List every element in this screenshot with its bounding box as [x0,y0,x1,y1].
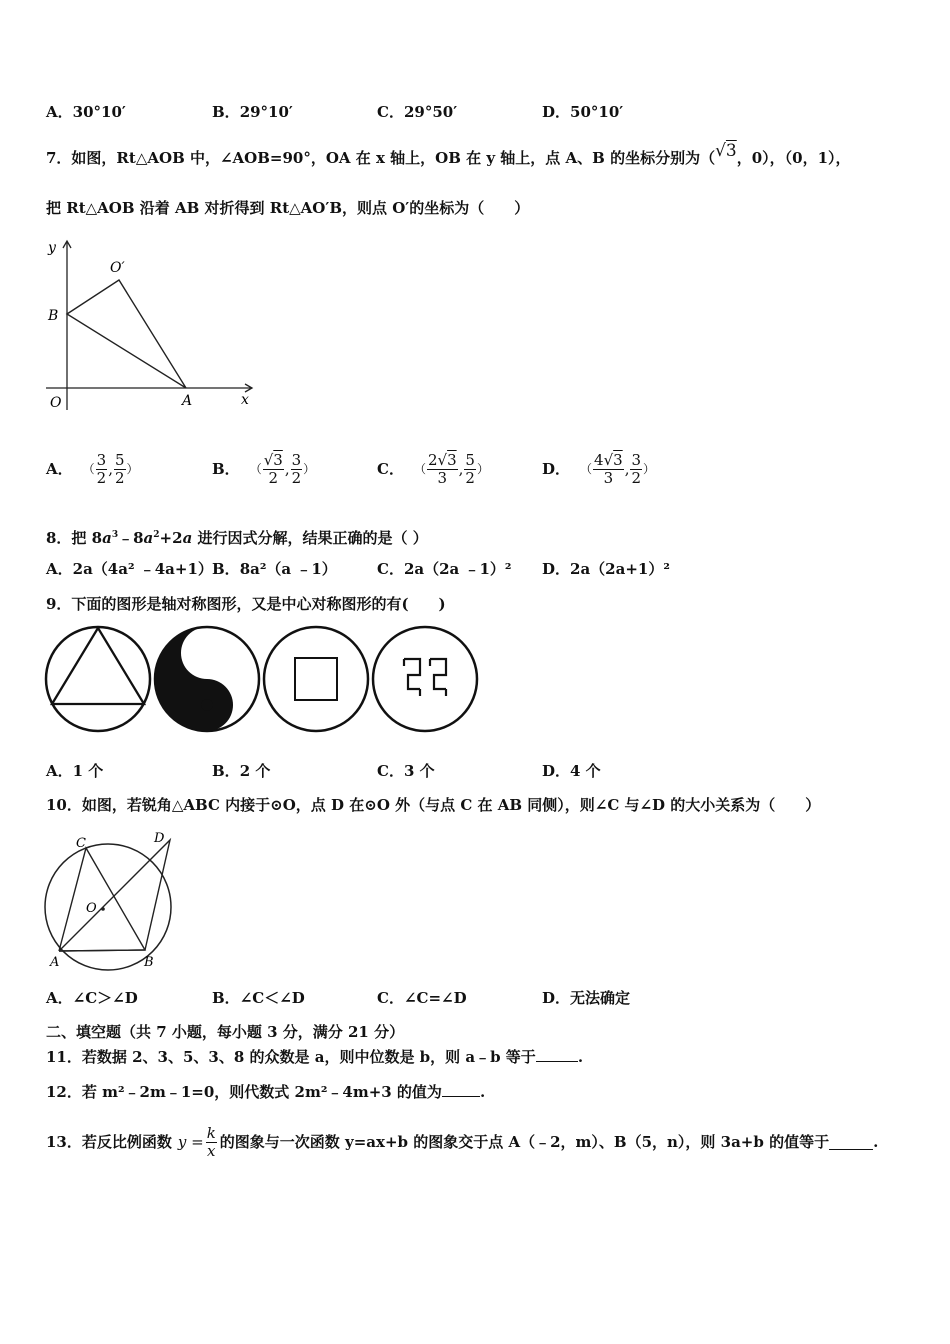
label-a: A [50,955,60,970]
label-a: A [182,393,193,409]
q8-option-b: B．8a²（a ﹣1） [212,560,337,578]
triangle-abc [59,848,145,951]
q10-option-b: B．∠C＜∠D [212,989,305,1007]
q9-figures [44,624,484,736]
section-2-heading: 二、填空题（共 7 小题，每小题 3 分，满分 21 分） [46,1023,405,1041]
circle-symbol-figure [373,627,477,731]
q8-option-d: D．2a（2a+1）² [542,560,670,578]
triangle-ao-prime-b [67,280,186,388]
q8-option-c: C．2a（2a ﹣1）² [377,560,512,578]
label-o-prime: O′ [110,260,125,276]
q11-stem: 11．若数据 2、3、5、3、8 的众数是 a，则中位数是 b，则 a﹣b 等于 . [46,1048,584,1066]
label-c: C [76,836,86,851]
q11-answer-blank [536,1047,578,1062]
q12-stem: 12．若 m²﹣2m﹣1=0，则代数式 2m²﹣4m+3 的值为 . [46,1083,486,1101]
label-d: D [154,831,165,846]
q12-answer-blank [442,1082,480,1097]
q6-option-b: B．29°10′ [212,103,293,121]
center-dot [101,907,105,911]
lines-to-d [59,840,170,951]
q13-stem: 13．若反比例函数 y = $\frac{k}{x}$ 的图象与一次函数 y=ax+b 的图象交于点 A（﹣2，m）、B（5，n），则 3a+b 的值等于 . [46,1123,879,1160]
label-x: x [241,392,249,408]
q9-stem: 9．下面的图形是轴对称图形，又是中心对称图形的有( ) [46,595,446,613]
label-o: O [50,395,62,411]
q7-option-c: C． （ $\frac{2√3}{3}$ , $\frac{5}{2}$ ） [377,450,489,487]
q6-option-a: A．30°10′ [46,103,126,121]
label-y: y [48,240,56,256]
q13-answer-blank [829,1135,873,1150]
label-b: B [48,308,59,324]
q10-option-d: D．无法确定 [542,989,631,1007]
q9-option-a: A．1 个 [46,762,104,780]
q10-option-a: A．∠C＞∠D [46,989,138,1007]
q9-option-b: B．2 个 [212,762,271,780]
q9-option-c: C．3 个 [377,762,435,780]
q7-option-d: D． （ $\frac{4√3}{3}$ , $\frac{3}{2}$ ） [542,450,656,487]
yin-yang-figure [155,627,259,731]
q7-option-a: A． （ $\frac{3}{2}$ , $\frac{5}{2}$ ） [46,450,139,487]
q10-figure [40,826,180,972]
circle-triangle-figure [46,627,150,731]
q7-figure [38,236,258,416]
q6-option-c: C．29°50′ [377,103,458,121]
q10-stem: 10．如图，若锐角△ABC 内接于⊙O，点 D 在⊙O 外（与点 C 在 AB 同侧），则∠C 与∠D 的大小关系为（ ） [46,796,821,814]
q7-option-b: B． （ $\frac{√3}{2}$ , $\frac{3}{2}$ ） [212,450,316,487]
q10-option-c: C．∠C=∠D [377,989,467,1007]
q7-stem-line2: 把 Rt△AOB 沿着 AB 对折得到 Rt△AO′B，则点 O′的坐标为（ ） [46,199,530,217]
q8-option-a: A．2a（4a² ﹣4a+1） [46,560,213,578]
q6-option-d: D．50°10′ [542,103,624,121]
circle-square-figure [264,627,368,731]
q7-stem-line1: 7．如图，Rt△AOB 中，∠AOB=90°，OA 在 x 轴上，OB 在 y 轴上，点 A、B 的坐标分别为（√3，0），（0，1）， [46,141,851,167]
label-b: B [144,955,154,970]
label-o: O [86,901,97,916]
q9-option-d: D．4 个 [542,762,601,780]
q8-stem: 8．把 $8a^3﹣8a^2+2a$ 进行因式分解，结果正确的是（ ） [46,529,428,547]
